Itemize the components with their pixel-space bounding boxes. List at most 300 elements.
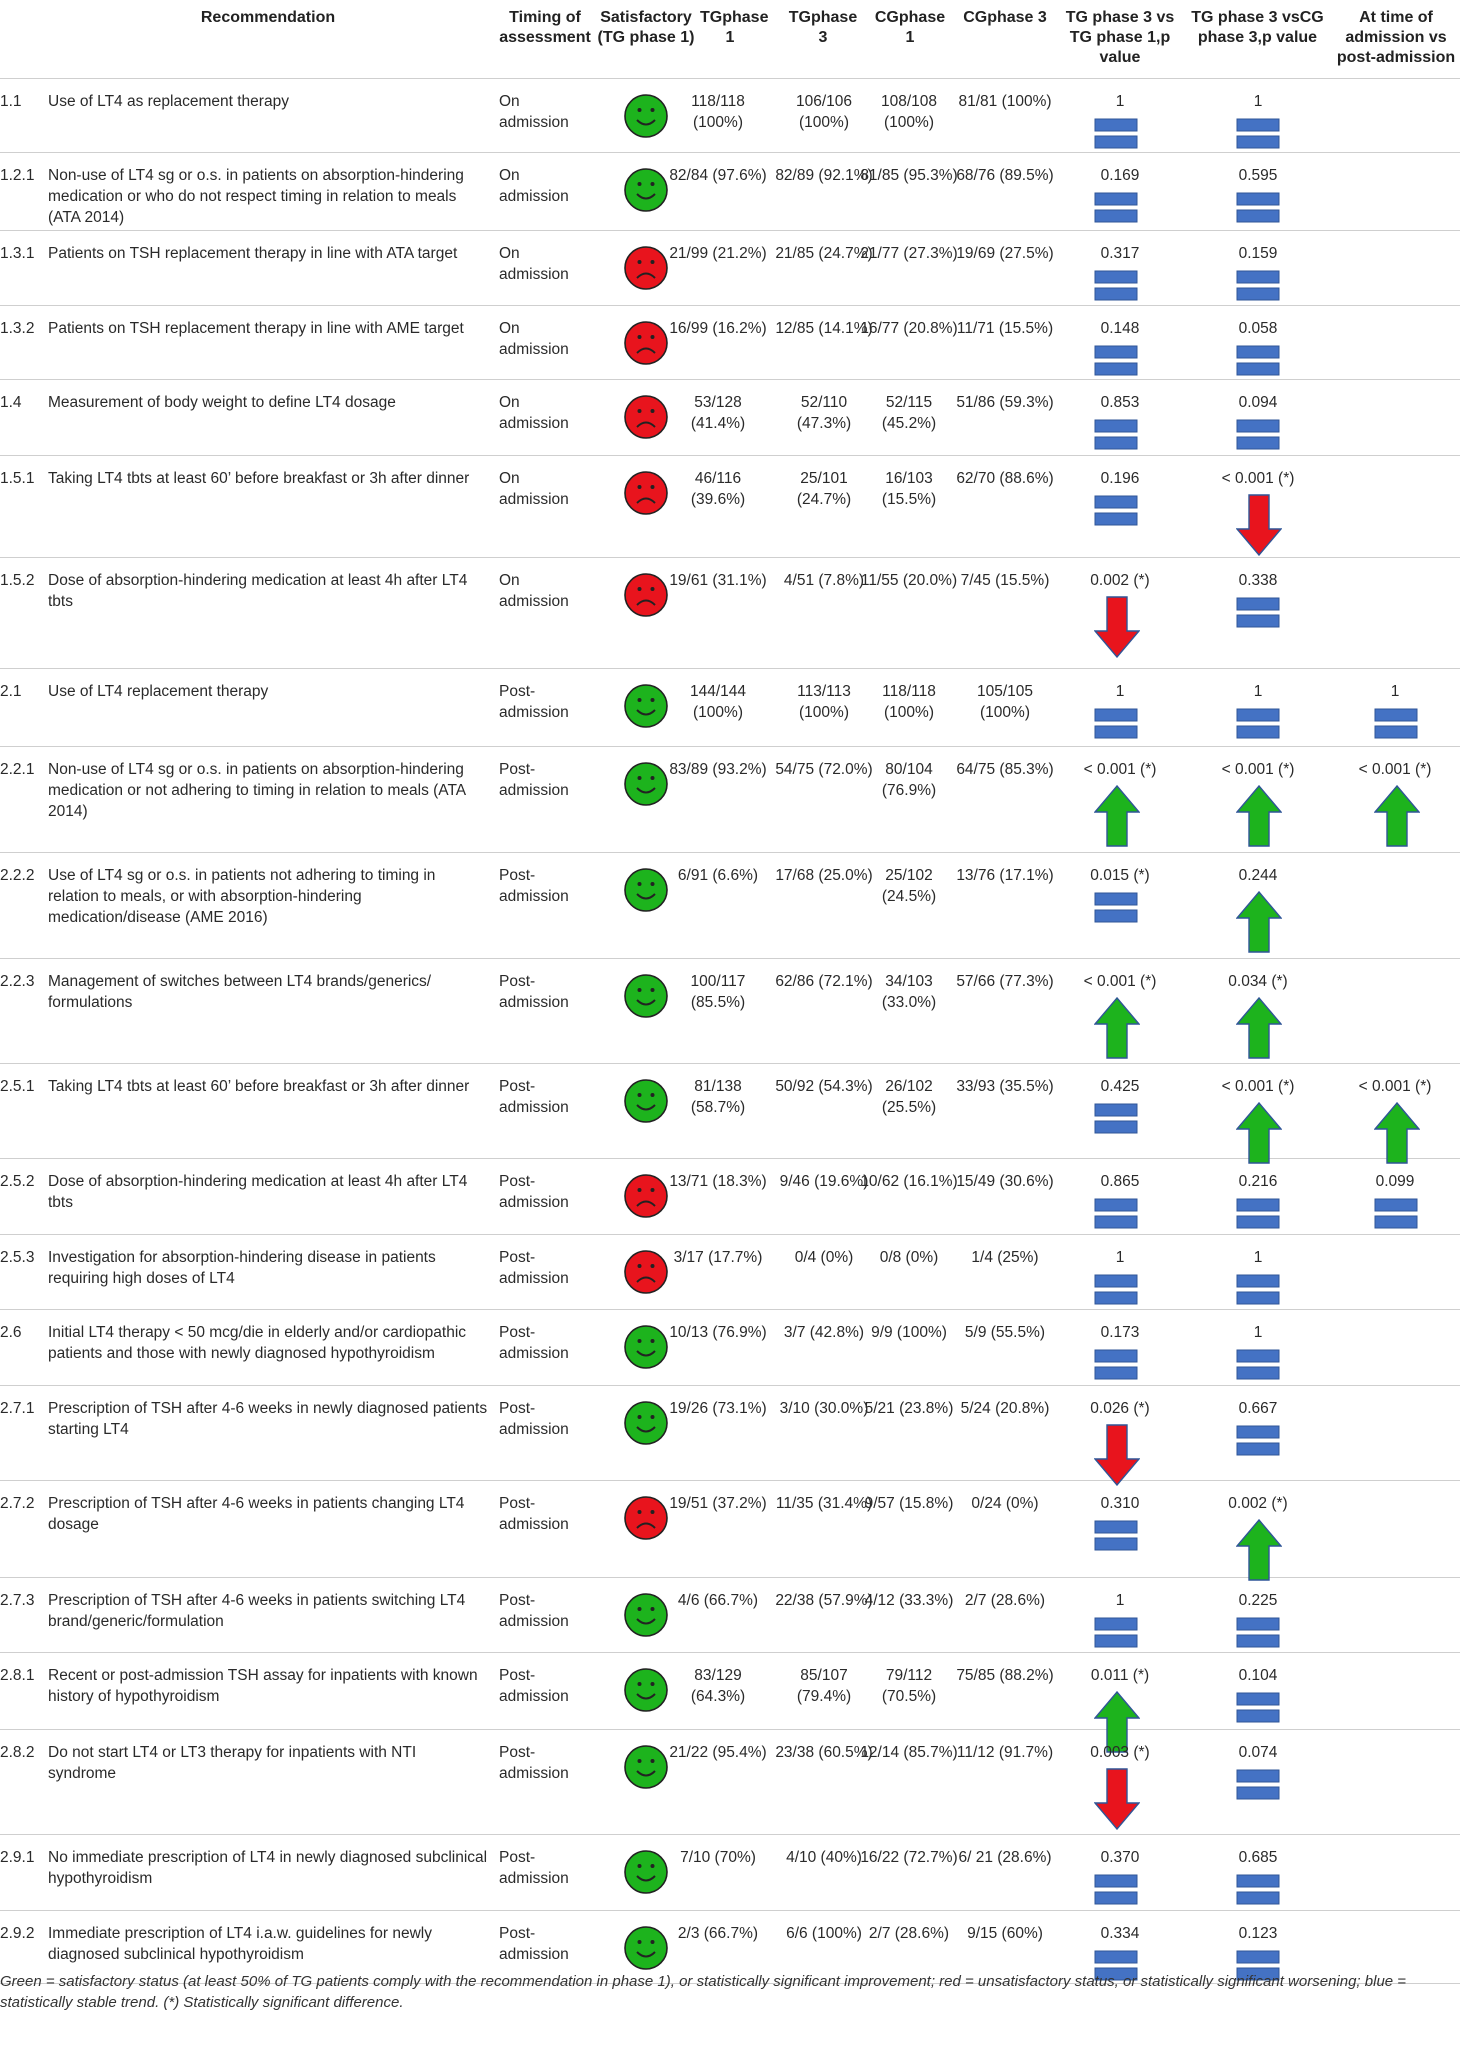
stable-trend-icon bbox=[1236, 596, 1280, 635]
cell-cg1: 34/103 (33.0%) bbox=[881, 973, 937, 1011]
cell-cg1: 0/8 (0%) bbox=[879, 1249, 939, 1266]
cell-p1: 0.003 (*) bbox=[1090, 1744, 1150, 1761]
stable-trend-icon bbox=[1094, 1273, 1138, 1312]
cell-rec: Dose of absorption-hindering medication at least 4h after LT4 tbts bbox=[48, 572, 468, 610]
down-arrow-icon bbox=[1236, 494, 1282, 561]
stable-trend-icon bbox=[1094, 1197, 1138, 1236]
cell-cg3: 62/70 (88.6%) bbox=[956, 470, 1054, 487]
cell-tg1: 46/116 (39.6%) bbox=[690, 470, 746, 508]
stable-trend-icon bbox=[1094, 891, 1138, 930]
smiley-sad-icon bbox=[623, 1249, 669, 1295]
cell-cg1: 10/62 (16.1%) bbox=[860, 1173, 958, 1190]
header-cg-phase-3: CGphase 3 bbox=[963, 9, 1047, 26]
cell-tg3: 17/68 (25.0%) bbox=[775, 867, 873, 884]
cell-tg1: 19/51 (37.2%) bbox=[669, 1495, 767, 1512]
cell-tg1: 82/84 (97.6%) bbox=[669, 167, 767, 184]
cell-timing: Post-admission bbox=[499, 1667, 569, 1705]
cell-timing: Post-admission bbox=[499, 761, 569, 799]
cell-timing: On admission bbox=[499, 320, 569, 358]
cell-timing: Post-admission bbox=[499, 1173, 569, 1211]
cell-tg1: 83/129 (64.3%) bbox=[690, 1667, 746, 1705]
cell-cg3: 19/69 (27.5%) bbox=[956, 245, 1054, 262]
cell-timing: Post-admission bbox=[499, 1592, 569, 1630]
cell-p2: 1 bbox=[1253, 1324, 1263, 1341]
cell-tg1: 19/61 (31.1%) bbox=[669, 572, 767, 589]
stable-trend-icon bbox=[1236, 1348, 1280, 1387]
cell-tg1: 144/144 (100%) bbox=[689, 683, 747, 721]
cell-tg1: 2/3 (66.7%) bbox=[677, 1925, 759, 1942]
cell-p2: 0.094 bbox=[1238, 394, 1278, 411]
cell-rec: Patients on TSH replacement therapy in line with AME target bbox=[48, 320, 464, 337]
cell-tg1: 81/138 (58.7%) bbox=[690, 1078, 746, 1116]
cell-rec: Do not start LT4 or LT3 therapy for inpatients with NTI syndrome bbox=[48, 1744, 417, 1782]
up-arrow-icon bbox=[1374, 785, 1420, 852]
cell-tg3: 23/38 (60.5%) bbox=[775, 1744, 873, 1761]
cell-rec: Measurement of body weight to define LT4 dosage bbox=[48, 394, 396, 411]
cell-tg1: 10/13 (76.9%) bbox=[669, 1324, 767, 1341]
cell-cg1: 5/21 (23.8%) bbox=[864, 1400, 954, 1417]
up-arrow-icon bbox=[1236, 1519, 1282, 1586]
cell-cg3: 9/15 (60%) bbox=[967, 1925, 1043, 1942]
cell-rec: Prescription of TSH after 4-6 weeks in patients changing LT4 dosage bbox=[48, 1495, 465, 1533]
stable-trend-icon bbox=[1094, 1616, 1138, 1655]
cell-p1: 0.853 bbox=[1100, 394, 1140, 411]
cell-p2: 0.123 bbox=[1238, 1925, 1278, 1942]
cell-cg3: 33/93 (35.5%) bbox=[956, 1078, 1054, 1095]
table-row bbox=[0, 853, 1460, 959]
cell-rec: Prescription of TSH after 4-6 weeks in patients switching LT4 brand/generic/formulation bbox=[48, 1592, 466, 1630]
down-arrow-icon bbox=[1094, 596, 1140, 663]
cell-id: 2.9.1 bbox=[0, 1849, 35, 1866]
cell-tg3: 3/7 (42.8%) bbox=[783, 1324, 865, 1341]
cell-cg1: 25/102 (24.5%) bbox=[881, 867, 937, 905]
cell-tg3: 106/106 (100%) bbox=[795, 93, 853, 131]
cell-id: 2.7.3 bbox=[0, 1592, 35, 1609]
table-row bbox=[0, 1481, 1460, 1578]
cell-tg3: 9/46 (19.6%) bbox=[779, 1173, 869, 1190]
cell-tg1: 118/118 (100%) bbox=[691, 93, 745, 131]
table-row bbox=[0, 1310, 1460, 1386]
header-p-tg3-vs-cg3: TG phase 3 vsCG phase 3,p value bbox=[1191, 9, 1324, 46]
stable-trend-icon bbox=[1236, 1273, 1280, 1312]
header-tg-phase-3: TGphase 3 bbox=[788, 9, 858, 46]
cell-tg1: 83/89 (93.2%) bbox=[669, 761, 767, 778]
table-row bbox=[0, 669, 1460, 747]
cell-p2: < 0.001 (*) bbox=[1221, 1078, 1295, 1095]
cell-p2: 0.595 bbox=[1238, 167, 1278, 184]
cell-tg3: 22/38 (57.9%) bbox=[775, 1592, 873, 1609]
cell-cg1: 16/22 (72.7%) bbox=[860, 1849, 958, 1866]
stable-trend-icon bbox=[1236, 344, 1280, 383]
cell-rec: No immediate prescription of LT4 in newly diagnosed subclinical hypothyroidism bbox=[48, 1849, 488, 1887]
smiley-happy-icon bbox=[623, 761, 669, 807]
cell-timing: Post-admission bbox=[499, 1744, 569, 1782]
cell-cg1: 9/9 (100%) bbox=[871, 1324, 947, 1341]
cell-rec: Initial LT4 therapy < 50 mcg/die in elderly and/or cardiopathic patients and those with newly diagnosed hypothyroidism bbox=[48, 1324, 467, 1362]
cell-rec: Use of LT4 as replacement therapy bbox=[48, 93, 289, 110]
cell-rec: Non-use of LT4 sg or o.s. in patients on absorption-hindering medication or who do not respect timing in relation to meals (ATA 2014) bbox=[48, 167, 464, 226]
cell-cg3: 105/105 (100%) bbox=[976, 683, 1034, 721]
cell-id: 2.2.3 bbox=[0, 973, 35, 990]
cell-cg1: 16/77 (20.8%) bbox=[860, 320, 958, 337]
cell-cg3: 2/7 (28.6%) bbox=[964, 1592, 1046, 1609]
cell-p2: 1 bbox=[1253, 683, 1263, 700]
header-admission-vs-post: At time of admission vs post-admission bbox=[1336, 9, 1456, 66]
cell-id: 2.1 bbox=[0, 683, 22, 700]
cell-p1: 0.370 bbox=[1100, 1849, 1140, 1866]
stable-trend-icon bbox=[1374, 1197, 1418, 1236]
cell-rec: Taking LT4 tbts at least 60’ before breakfast or 3h after dinner bbox=[48, 470, 470, 487]
cell-p1: 0.425 bbox=[1100, 1078, 1140, 1095]
cell-p1: 0.026 (*) bbox=[1090, 1400, 1150, 1417]
table-row bbox=[0, 231, 1460, 306]
cell-id: 2.8.1 bbox=[0, 1667, 35, 1684]
cell-id: 1.4 bbox=[0, 394, 22, 411]
cell-cg1: 79/112 (70.5%) bbox=[881, 1667, 937, 1705]
cell-tg1: 3/17 (17.7%) bbox=[673, 1249, 763, 1266]
cell-id: 1.3.1 bbox=[0, 245, 35, 262]
cell-rec: Use of LT4 replacement therapy bbox=[48, 683, 269, 700]
table-row bbox=[0, 558, 1460, 669]
cell-p3: < 0.001 (*) bbox=[1358, 761, 1432, 778]
cell-cg3: 81/81 (100%) bbox=[958, 93, 1052, 110]
smiley-sad-icon bbox=[623, 245, 669, 291]
cell-id: 2.5.2 bbox=[0, 1173, 35, 1190]
cell-cg1: 108/108 (100%) bbox=[880, 93, 938, 131]
table-row bbox=[0, 1653, 1460, 1730]
cell-timing: Post-admission bbox=[499, 683, 569, 721]
cell-tg3: 21/85 (24.7%) bbox=[775, 245, 873, 262]
cell-p1: < 0.001 (*) bbox=[1083, 973, 1157, 990]
cell-id: 2.7.1 bbox=[0, 1400, 35, 1417]
cell-p3: < 0.001 (*) bbox=[1358, 1078, 1432, 1095]
cell-tg1: 53/128 (41.4%) bbox=[690, 394, 746, 432]
cell-tg3: 54/75 (72.0%) bbox=[775, 761, 873, 778]
cell-id: 2.5.1 bbox=[0, 1078, 35, 1095]
stable-trend-icon bbox=[1094, 117, 1138, 156]
cell-cg1: 26/102 (25.5%) bbox=[881, 1078, 937, 1116]
table-row bbox=[0, 153, 1460, 231]
cell-timing: On admission bbox=[499, 572, 569, 610]
stable-trend-icon bbox=[1094, 269, 1138, 308]
table-row bbox=[0, 79, 1460, 153]
table-row bbox=[0, 959, 1460, 1064]
cell-tg3: 82/89 (92.1%) bbox=[775, 167, 873, 184]
cell-id: 2.9.2 bbox=[0, 1925, 35, 1942]
cell-p1: 0.317 bbox=[1100, 245, 1140, 262]
header-cg-phase-1: CGphase 1 bbox=[874, 9, 946, 46]
table-header bbox=[0, 0, 1460, 79]
smiley-sad-icon bbox=[623, 1173, 669, 1219]
smiley-happy-icon bbox=[623, 1078, 669, 1124]
stable-trend-icon bbox=[1236, 1616, 1280, 1655]
cell-cg3: 64/75 (85.3%) bbox=[956, 761, 1054, 778]
smiley-happy-icon bbox=[623, 1849, 669, 1895]
cell-tg1: 6/91 (6.6%) bbox=[677, 867, 759, 884]
table-body bbox=[0, 79, 1460, 1984]
cell-p1: 0.310 bbox=[1100, 1495, 1140, 1512]
cell-rec: Prescription of TSH after 4-6 weeks in newly diagnosed patients starting LT4 bbox=[48, 1400, 488, 1438]
cell-cg3: 1/4 (25%) bbox=[971, 1249, 1039, 1266]
cell-p1: 1 bbox=[1115, 93, 1125, 110]
table-row bbox=[0, 1578, 1460, 1653]
cell-p2: < 0.001 (*) bbox=[1221, 761, 1295, 778]
cell-p1: 0.002 (*) bbox=[1090, 572, 1150, 589]
stable-trend-icon bbox=[1236, 1768, 1280, 1807]
header-tg-phase-1: TGphase 1 bbox=[700, 9, 769, 46]
cell-tg1: 19/26 (73.1%) bbox=[669, 1400, 767, 1417]
cell-tg3: 25/101 (24.7%) bbox=[796, 470, 852, 508]
cell-tg1: 21/22 (95.4%) bbox=[669, 1744, 767, 1761]
stable-trend-icon bbox=[1094, 418, 1138, 457]
cell-cg1: 2/7 (28.6%) bbox=[868, 1925, 950, 1942]
stable-trend-icon bbox=[1094, 1519, 1138, 1558]
cell-rec: Investigation for absorption-hindering disease in patients requiring high doses of LT4 bbox=[48, 1249, 436, 1287]
cell-tg3: 62/86 (72.1%) bbox=[775, 973, 873, 990]
header-satisfactory: Satisfactory (TG phase 1) bbox=[597, 9, 695, 46]
cell-p1: 0.865 bbox=[1100, 1173, 1140, 1190]
cell-p1: 1 bbox=[1115, 1249, 1125, 1266]
cell-timing: Post-admission bbox=[499, 1849, 569, 1887]
cell-id: 1.1 bbox=[0, 93, 22, 110]
cell-p1: < 0.001 (*) bbox=[1083, 761, 1157, 778]
cell-p1: 0.148 bbox=[1100, 320, 1140, 337]
cell-tg3: 6/6 (100%) bbox=[786, 1925, 862, 1942]
cell-p2: 0.667 bbox=[1238, 1400, 1278, 1417]
cell-p1: 0.196 bbox=[1100, 470, 1140, 487]
cell-rec: Taking LT4 tbts at least 60’ before breakfast or 3h after dinner bbox=[48, 1078, 470, 1095]
cell-tg1: 4/6 (66.7%) bbox=[677, 1592, 759, 1609]
cell-cg3: 68/76 (89.5%) bbox=[956, 167, 1054, 184]
cell-p2: 0.225 bbox=[1238, 1592, 1278, 1609]
table-row bbox=[0, 306, 1460, 380]
cell-id: 2.7.2 bbox=[0, 1495, 35, 1512]
stable-trend-icon bbox=[1236, 707, 1280, 746]
table-row bbox=[0, 1064, 1460, 1159]
stable-trend-icon bbox=[1094, 191, 1138, 230]
cell-p2: 1 bbox=[1253, 93, 1263, 110]
cell-cg3: 7/45 (15.5%) bbox=[960, 572, 1050, 589]
cell-cg1: 12/14 (85.7%) bbox=[860, 1744, 958, 1761]
stable-trend-icon bbox=[1094, 494, 1138, 533]
up-arrow-icon bbox=[1094, 785, 1140, 852]
cell-cg3: 51/86 (59.3%) bbox=[956, 394, 1054, 411]
stable-trend-icon bbox=[1236, 1691, 1280, 1730]
cell-id: 2.8.2 bbox=[0, 1744, 35, 1761]
cell-timing: On admission bbox=[499, 245, 569, 283]
stable-trend-icon bbox=[1374, 707, 1418, 746]
smiley-happy-icon bbox=[623, 93, 669, 139]
cell-p1: 1 bbox=[1115, 683, 1125, 700]
cell-cg3: 11/12 (91.7%) bbox=[956, 1744, 1054, 1761]
cell-id: 1.2.1 bbox=[0, 167, 35, 184]
cell-tg1: 21/99 (21.2%) bbox=[669, 245, 767, 262]
cell-cg3: 11/71 (15.5%) bbox=[956, 320, 1054, 337]
table-row bbox=[0, 1730, 1460, 1835]
cell-tg1: 100/117 (85.5%) bbox=[690, 973, 746, 1011]
cell-tg3: 4/10 (40%) bbox=[786, 1849, 862, 1866]
cell-p2: 0.338 bbox=[1238, 572, 1278, 589]
stable-trend-icon bbox=[1236, 269, 1280, 308]
smiley-happy-icon bbox=[623, 683, 669, 729]
smiley-sad-icon bbox=[623, 572, 669, 618]
cell-timing: Post-admission bbox=[499, 1495, 569, 1533]
up-arrow-icon bbox=[1094, 997, 1140, 1064]
cell-tg3: 113/113 (100%) bbox=[797, 683, 851, 721]
stable-trend-icon bbox=[1236, 1873, 1280, 1912]
cell-p1: 0.169 bbox=[1100, 167, 1140, 184]
cell-rec: Non-use of LT4 sg or o.s. in patients on absorption-hindering medication or not adhering to timing in relation to meals (ATA 2014) bbox=[48, 761, 466, 820]
cell-p3: 0.099 bbox=[1375, 1173, 1415, 1190]
smiley-happy-icon bbox=[623, 1400, 669, 1446]
cell-p2: 0.216 bbox=[1238, 1173, 1278, 1190]
cell-cg1: 16/103 (15.5%) bbox=[881, 470, 937, 508]
cell-p2: 0.159 bbox=[1238, 245, 1278, 262]
cell-timing: Post-admission bbox=[499, 1249, 569, 1287]
cell-p1: 0.015 (*) bbox=[1090, 867, 1150, 884]
cell-timing: On admission bbox=[499, 470, 569, 508]
cell-cg1: 4/12 (33.3%) bbox=[864, 1592, 954, 1609]
cell-cg1: 11/55 (20.0%) bbox=[860, 572, 958, 589]
cell-timing: Post-admission bbox=[499, 1324, 569, 1362]
cell-cg1: 9/57 (15.8%) bbox=[864, 1495, 954, 1512]
smiley-happy-icon bbox=[623, 1744, 669, 1790]
cell-cg1: 52/115 (45.2%) bbox=[881, 394, 937, 432]
table-row bbox=[0, 1235, 1460, 1310]
cell-p2: 0.074 bbox=[1238, 1744, 1278, 1761]
smiley-happy-icon bbox=[623, 167, 669, 213]
cell-id: 1.5.2 bbox=[0, 572, 35, 589]
header-timing: Timing of assessment bbox=[499, 9, 591, 46]
table-row bbox=[0, 380, 1460, 456]
table-row bbox=[0, 1835, 1460, 1911]
up-arrow-icon bbox=[1236, 891, 1282, 958]
stable-trend-icon bbox=[1236, 1197, 1280, 1236]
cell-id: 1.3.2 bbox=[0, 320, 35, 337]
cell-cg3: 5/9 (55.5%) bbox=[964, 1324, 1046, 1341]
stable-trend-icon bbox=[1236, 191, 1280, 230]
cell-cg3: 6/ 21 (28.6%) bbox=[958, 1849, 1052, 1866]
cell-tg1: 13/71 (18.3%) bbox=[669, 1173, 767, 1190]
cell-p2: 0.244 bbox=[1238, 867, 1278, 884]
cell-tg1: 7/10 (70%) bbox=[680, 1849, 756, 1866]
cell-timing: On admission bbox=[499, 394, 569, 432]
cell-p1: 0.173 bbox=[1100, 1324, 1140, 1341]
header-recommendation: Recommendation bbox=[200, 9, 336, 26]
header-p-tg3-vs-tg1: TG phase 3 vs TG phase 1,p value bbox=[1065, 9, 1175, 66]
cell-timing: Post-admission bbox=[499, 973, 569, 1011]
cell-id: 2.6 bbox=[0, 1324, 22, 1341]
smiley-happy-icon bbox=[623, 1925, 669, 1971]
cell-cg3: 0/24 (0%) bbox=[971, 1495, 1039, 1512]
stable-trend-icon bbox=[1236, 117, 1280, 156]
cell-cg3: 75/85 (88.2%) bbox=[956, 1667, 1054, 1684]
down-arrow-icon bbox=[1094, 1768, 1140, 1835]
cell-rec: Use of LT4 sg or o.s. in patients not adhering to timing in relation to meals, or with absorption-hindering medication/disease (AME 2016) bbox=[48, 867, 436, 926]
cell-tg3: 0/4 (0%) bbox=[794, 1249, 854, 1266]
cell-id: 1.5.1 bbox=[0, 470, 35, 487]
cell-p1: 0.011 (*) bbox=[1090, 1667, 1150, 1684]
smiley-sad-icon bbox=[623, 470, 669, 516]
stable-trend-icon bbox=[1094, 1348, 1138, 1387]
cell-tg3: 52/110 (47.3%) bbox=[796, 394, 852, 432]
cell-p2: 0.685 bbox=[1238, 1849, 1278, 1866]
cell-cg1: 81/85 (95.3%) bbox=[860, 167, 958, 184]
cell-tg1: 16/99 (16.2%) bbox=[669, 320, 767, 337]
cell-timing: Post-admission bbox=[499, 1400, 569, 1438]
cell-timing: On admission bbox=[499, 167, 569, 205]
cell-p3: 1 bbox=[1390, 683, 1400, 700]
cell-id: 2.2.1 bbox=[0, 761, 35, 778]
cell-tg3: 11/35 (31.4%) bbox=[775, 1495, 873, 1512]
cell-p2: 0.058 bbox=[1238, 320, 1278, 337]
cell-cg3: 57/66 (77.3%) bbox=[956, 973, 1054, 990]
cell-p2: 0.034 (*) bbox=[1228, 973, 1288, 990]
cell-rec: Patients on TSH replacement therapy in line with ATA target bbox=[48, 245, 458, 262]
cell-tg3: 3/10 (30.0%) bbox=[779, 1400, 869, 1417]
cell-rec: Management of switches between LT4 brands/generics/ formulations bbox=[48, 973, 432, 1011]
cell-p1: 1 bbox=[1115, 1592, 1125, 1609]
cell-tg3: 50/92 (54.3%) bbox=[775, 1078, 873, 1095]
cell-timing: Post-admission bbox=[499, 1078, 569, 1116]
smiley-happy-icon bbox=[623, 867, 669, 913]
cell-id: 2.5.3 bbox=[0, 1249, 35, 1266]
stable-trend-icon bbox=[1236, 418, 1280, 457]
cell-rec: Immediate prescription of LT4 i.a.w. guidelines for newly diagnosed subclinical hypothyroidism bbox=[48, 1925, 432, 1963]
cell-rec: Recent or post-admission TSH assay for inpatients with known history of hypothyroidism bbox=[48, 1667, 478, 1705]
cell-timing: Post-admission bbox=[499, 1925, 569, 1963]
cell-cg1: 80/104 (76.9%) bbox=[881, 761, 937, 799]
table-row bbox=[0, 1159, 1460, 1235]
table-row bbox=[0, 1386, 1460, 1481]
cell-cg1: 118/118 (100%) bbox=[882, 683, 936, 721]
cell-timing: Post-admission bbox=[499, 867, 569, 905]
cell-p1: 0.334 bbox=[1100, 1925, 1140, 1942]
smiley-happy-icon bbox=[623, 973, 669, 1019]
stable-trend-icon bbox=[1094, 1102, 1138, 1141]
smiley-happy-icon bbox=[623, 1324, 669, 1370]
smiley-sad-icon bbox=[623, 1495, 669, 1541]
smiley-sad-icon bbox=[623, 320, 669, 366]
stable-trend-icon bbox=[1094, 344, 1138, 383]
stable-trend-icon bbox=[1094, 1873, 1138, 1912]
cell-p2: 1 bbox=[1253, 1249, 1263, 1266]
cell-timing: On admission bbox=[499, 93, 569, 131]
footnote: Green = satisfactory status (at least 50% of TG patients comply with the recommendation in phase 1), or statistically significant improvement; red = unsatisfactory status, or statistically significant worsening; blue = statistically stable trend. (*) Statistically significant difference. bbox=[0, 1973, 1407, 2011]
cell-cg1: 21/77 (27.3%) bbox=[860, 245, 958, 262]
cell-p2: 0.104 bbox=[1238, 1667, 1278, 1684]
cell-cg3: 13/76 (17.1%) bbox=[956, 867, 1054, 884]
up-arrow-icon bbox=[1236, 997, 1282, 1064]
cell-tg3: 4/51 (7.8%) bbox=[783, 572, 865, 589]
cell-cg3: 15/49 (30.6%) bbox=[956, 1173, 1054, 1190]
cell-tg3: 12/85 (14.1%) bbox=[775, 320, 873, 337]
table-row bbox=[0, 747, 1460, 853]
table-row bbox=[0, 456, 1460, 558]
smiley-happy-icon bbox=[623, 1592, 669, 1638]
cell-cg3: 5/24 (20.8%) bbox=[960, 1400, 1050, 1417]
cell-p2: < 0.001 (*) bbox=[1221, 470, 1295, 487]
smiley-sad-icon bbox=[623, 394, 669, 440]
cell-p2: 0.002 (*) bbox=[1228, 1495, 1288, 1512]
stable-trend-icon bbox=[1236, 1424, 1280, 1463]
cell-id: 2.2.2 bbox=[0, 867, 35, 884]
stable-trend-icon bbox=[1094, 707, 1138, 746]
smiley-happy-icon bbox=[623, 1667, 669, 1713]
cell-tg3: 85/107 (79.4%) bbox=[796, 1667, 852, 1705]
cell-rec: Dose of absorption-hindering medication at least 4h after LT4 tbts bbox=[48, 1173, 468, 1211]
up-arrow-icon bbox=[1236, 785, 1282, 852]
